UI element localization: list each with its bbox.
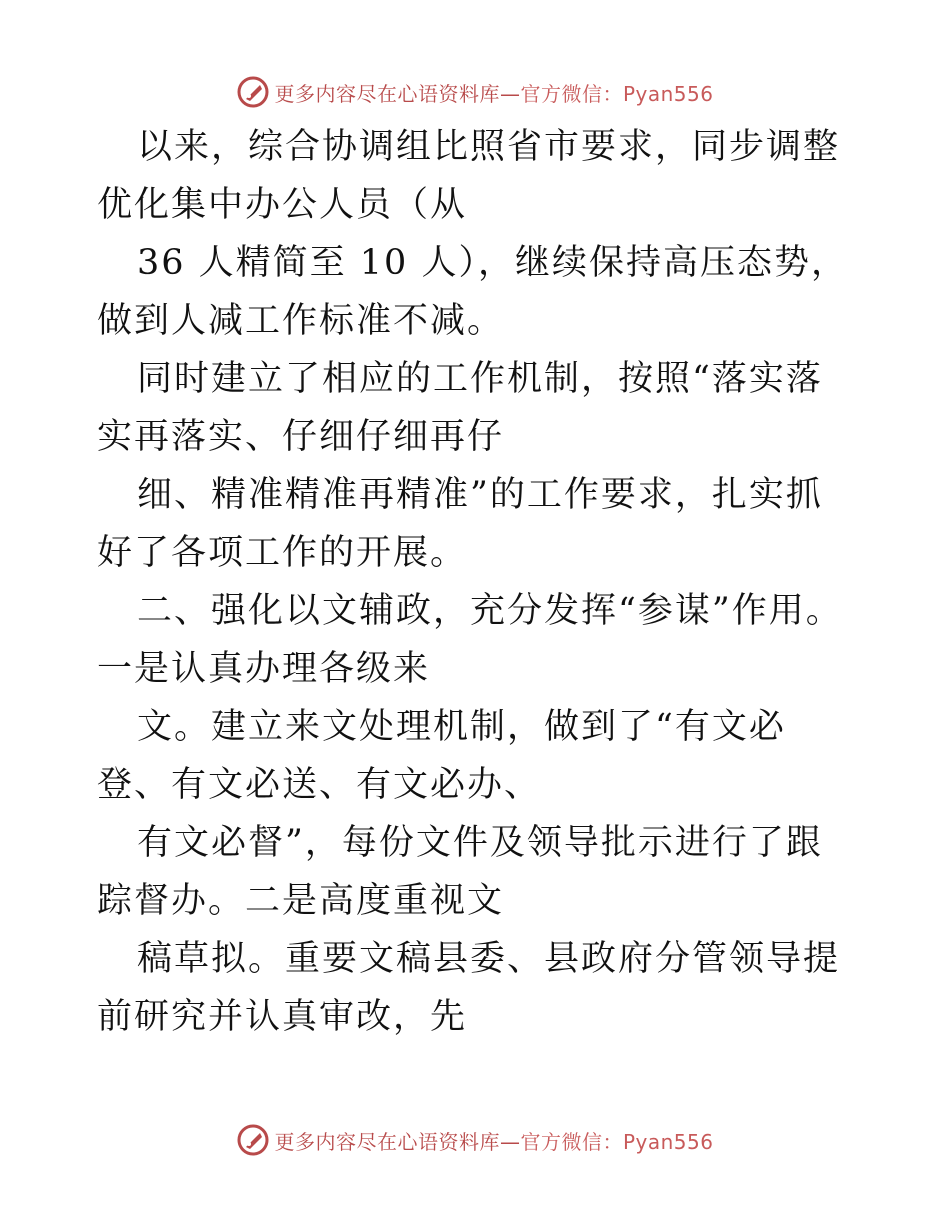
paragraph: 文。建立来文处理机制，做到了“有文必登、有文必送、有文必办、: [97, 707, 786, 805]
watermark-main-text: 更多内容尽在心语资料库—: [274, 1129, 521, 1154]
paragraph: 同时建立了相应的工作机制，按照“落实落实再落实、仔细仔细再仔: [97, 359, 823, 457]
paragraph: 稿草拟。重要文稿县委、县政府分管领导提前研究并认真审改，先: [97, 939, 841, 1037]
paragraph: 36 人精简至 10 人），继续保持高压态势，做到人减工作标准不减。: [97, 243, 848, 341]
watermark-header: [0, 72, 950, 112]
paragraph: 以来，综合协调组比照省市要求，同步调整优化集中办公人员（从: [97, 127, 841, 225]
watermark-footer: [0, 1120, 950, 1160]
watermark-wechat-text: 官方微信：Pyan556: [520, 1129, 714, 1154]
pen-nib-icon: [236, 1123, 270, 1157]
watermark-wechat-text: 官方微信：Pyan556: [520, 81, 714, 106]
paragraph: 有文必督”，每份文件及领导批示进行了跟踪督办。二是高度重视文: [97, 823, 823, 921]
watermark-main-text: 更多内容尽在心语资料库—: [274, 81, 521, 106]
pen-nib-icon: [236, 75, 270, 109]
paragraph: 细、精准精准再精准”的工作要求，扎实抓好了各项工作的开展。: [97, 475, 823, 573]
document-body: [97, 118, 857, 1046]
paragraph: 二、强化以文辅政，充分发挥“参谋”作用。一是认真办理各级来: [97, 591, 843, 689]
